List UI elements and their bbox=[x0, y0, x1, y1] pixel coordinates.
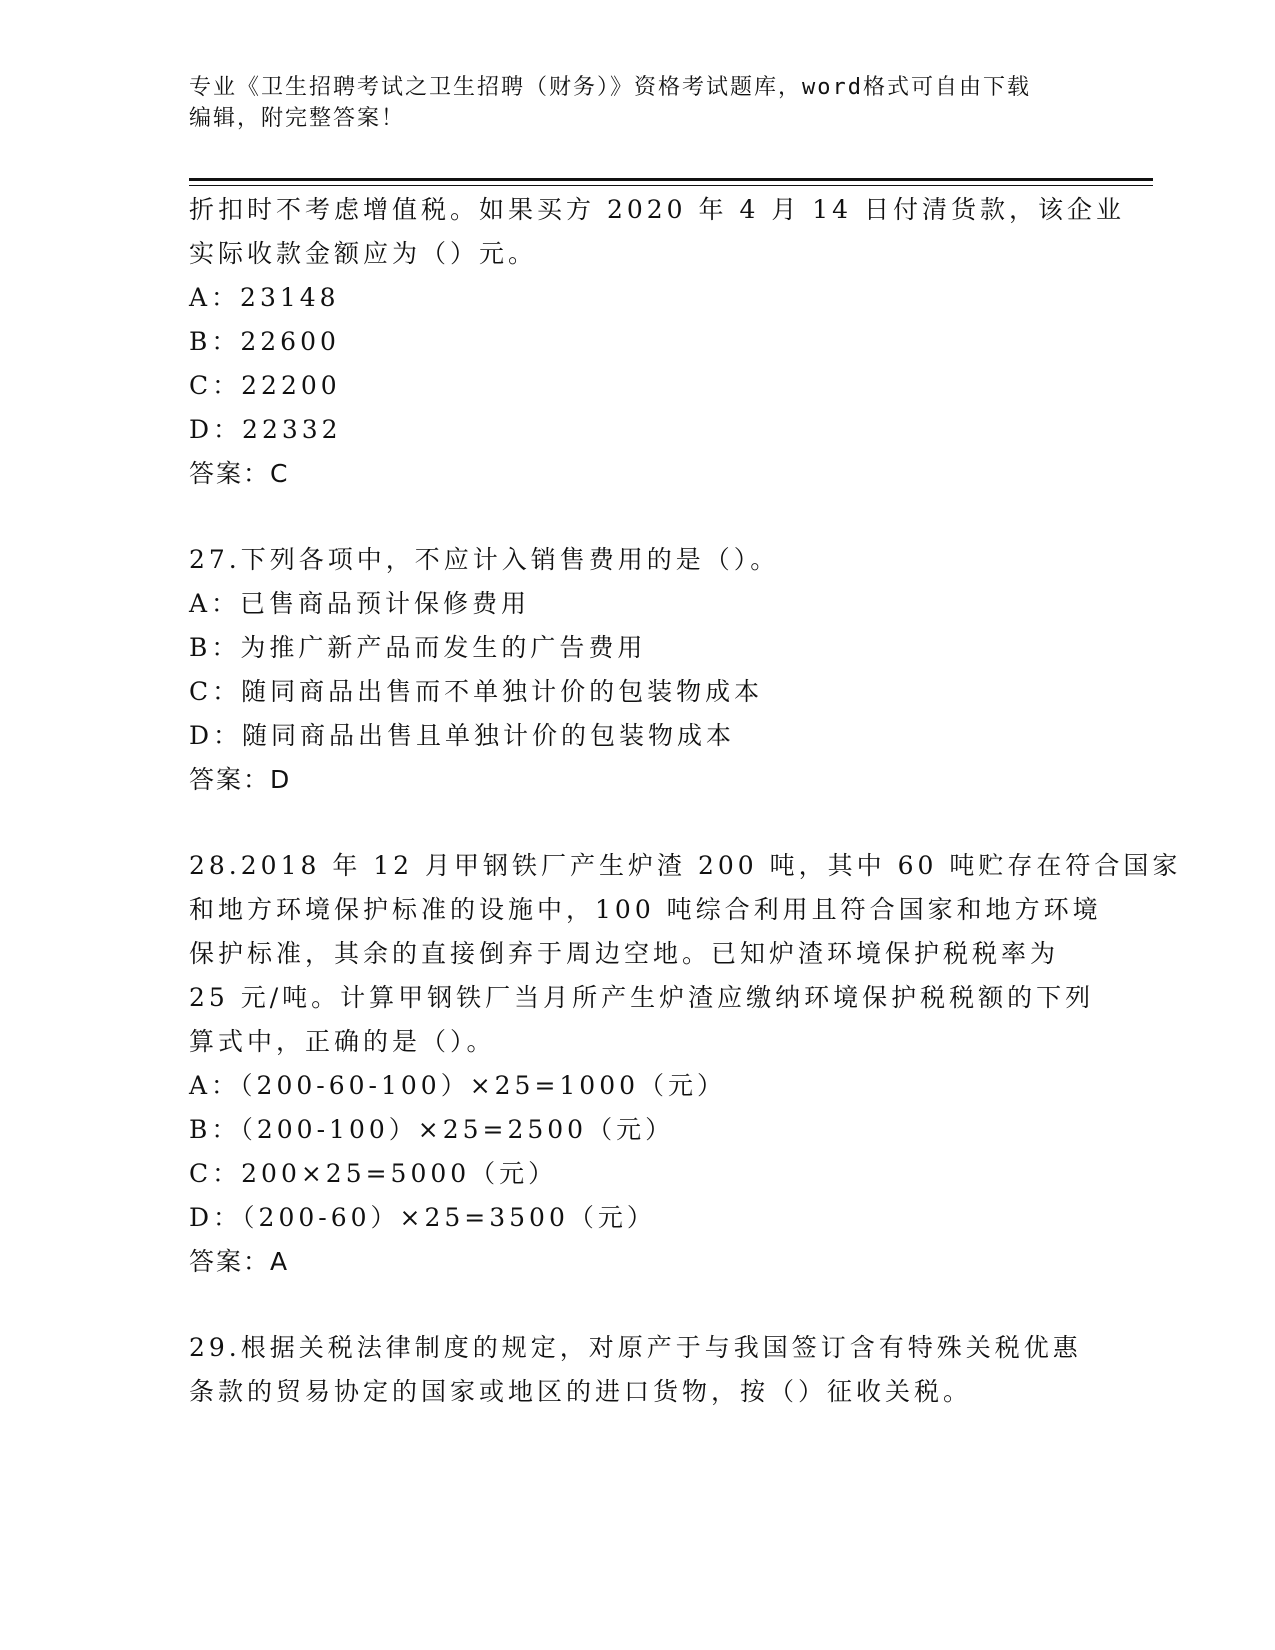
q28-stem-line-4: 25 元/吨。计算甲钢铁厂当月所产生炉渣应缴纳环境保护税税额的下列 bbox=[189, 983, 1095, 1012]
q27-option-b: B：为推广新产品而发生的广告费用 bbox=[189, 633, 647, 662]
q26-answer: 答案：C bbox=[189, 459, 290, 488]
q27-option-d: D：随同商品出售且单独计价的包装物成本 bbox=[189, 721, 736, 750]
q28-answer: 答案：A bbox=[189, 1247, 290, 1276]
q28-stem-line-2: 和地方环境保护标准的设施中，100 吨综合利用且符合国家和地方环境 bbox=[189, 895, 1102, 924]
q27-option-a: A：已售商品预计保修费用 bbox=[189, 589, 531, 618]
q27-answer: 答案：D bbox=[189, 765, 292, 794]
q29-stem-line-1: 29.根据关税法律制度的规定，对原产于与我国签订含有特殊关税优惠 bbox=[189, 1333, 1082, 1362]
q28-stem-line-5: 算式中，正确的是（）。 bbox=[189, 1027, 496, 1056]
q28-option-d: D：（200-60）×25=3500（元） bbox=[189, 1203, 656, 1232]
q28-option-b: B：（200-100）×25=2500（元） bbox=[189, 1115, 675, 1144]
q28-option-a: A：（200-60-100）×25=1000（元） bbox=[189, 1071, 727, 1100]
q26-stem-line-2: 实际收款金额应为（）元。 bbox=[189, 239, 538, 268]
q28-option-c: C：200×25=5000（元） bbox=[189, 1159, 558, 1188]
q26-stem-line-1: 折扣时不考虑增值税。如果买方 2020 年 4 月 14 日付清货款，该企业 bbox=[189, 195, 1126, 224]
q27-option-c: C：随同商品出售而不单独计价的包装物成本 bbox=[189, 677, 764, 706]
q26-option-d: D：22332 bbox=[189, 415, 342, 444]
header-line-1: 专业《卫生招聘考试之卫生招聘（财务）》资格考试题库，word格式可自由下载 bbox=[189, 75, 1031, 100]
header-line-2: 编辑，附完整答案！ bbox=[189, 106, 406, 131]
header-divider-thin bbox=[189, 185, 1153, 186]
q29-stem-line-2: 条款的贸易协定的国家或地区的进口货物，按（）征收关税。 bbox=[189, 1377, 973, 1406]
q26-option-a: A：23148 bbox=[189, 283, 340, 312]
q28-stem-line-3: 保护标准，其余的直接倒弃于周边空地。已知炉渣环境保护税税率为 bbox=[189, 939, 1060, 968]
q27-stem: 27.下列各项中，不应计入销售费用的是（）。 bbox=[189, 545, 780, 574]
document-header bbox=[189, 72, 1089, 134]
q28-stem-line-1: 28.2018 年 12 月甲钢铁厂产生炉渣 200 吨，其中 60 吨贮存在符合国家 bbox=[189, 851, 1182, 880]
q26-option-c: C：22200 bbox=[189, 371, 341, 400]
header-divider-thick bbox=[189, 178, 1153, 181]
q26-option-b: B：22600 bbox=[189, 327, 340, 356]
